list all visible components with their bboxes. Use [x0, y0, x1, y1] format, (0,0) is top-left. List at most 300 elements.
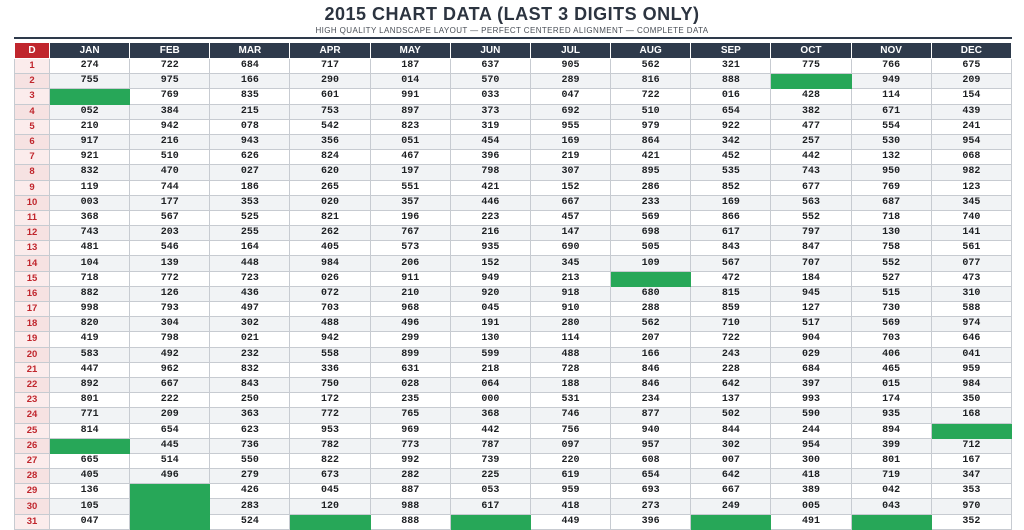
value-cell: 043	[851, 499, 931, 514]
value-cell: 139	[130, 256, 210, 271]
value-cell: 846	[611, 362, 691, 377]
value-cell: 473	[931, 271, 1011, 286]
value-cell: 821	[290, 210, 370, 225]
value-cell: 196	[370, 210, 450, 225]
value-cell: 454	[450, 134, 530, 149]
value-cell: 186	[210, 180, 290, 195]
month-header-apr: APR	[290, 43, 370, 59]
value-cell: 442	[771, 150, 851, 165]
value-cell: 824	[290, 150, 370, 165]
day-number: 8	[15, 165, 50, 180]
value-cell: 626	[210, 150, 290, 165]
value-cell: 563	[771, 195, 851, 210]
value-cell: 974	[931, 317, 1011, 332]
value-cell: 357	[370, 195, 450, 210]
value-cell: 950	[851, 165, 931, 180]
value-cell: 782	[290, 438, 370, 453]
value-cell: 675	[931, 59, 1011, 74]
table-row	[15, 271, 1012, 286]
value-cell: 772	[290, 408, 370, 423]
value-cell: 546	[130, 241, 210, 256]
value-cell: 993	[771, 393, 851, 408]
value-cell: 174	[851, 393, 931, 408]
value-cell: 887	[370, 484, 450, 499]
value-cell: 345	[530, 256, 610, 271]
marked-cell	[50, 438, 130, 453]
value-cell: 654	[130, 423, 210, 438]
value-cell: 352	[931, 514, 1011, 529]
value-cell: 213	[530, 271, 610, 286]
value-cell: 959	[530, 484, 610, 499]
value-cell: 588	[931, 302, 1011, 317]
value-cell: 215	[210, 104, 290, 119]
marked-cell	[691, 514, 771, 529]
value-cell: 723	[210, 271, 290, 286]
value-cell: 356	[290, 134, 370, 149]
value-cell: 177	[130, 195, 210, 210]
value-cell: 968	[370, 302, 450, 317]
value-cell: 219	[530, 150, 610, 165]
value-cell: 233	[611, 195, 691, 210]
value-cell: 642	[691, 469, 771, 484]
value-cell: 120	[290, 499, 370, 514]
day-number: 22	[15, 377, 50, 392]
value-cell: 249	[691, 499, 771, 514]
value-cell: 984	[931, 377, 1011, 392]
table-row	[15, 438, 1012, 453]
table-row	[15, 150, 1012, 165]
value-cell: 730	[851, 302, 931, 317]
value-cell: 910	[530, 302, 610, 317]
value-cell: 765	[370, 408, 450, 423]
value-cell: 569	[611, 210, 691, 225]
value-cell: 439	[931, 104, 1011, 119]
value-cell: 797	[771, 226, 851, 241]
value-cell: 892	[50, 377, 130, 392]
value-cell: 218	[450, 362, 530, 377]
value-cell: 940	[611, 423, 691, 438]
value-cell: 447	[50, 362, 130, 377]
value-cell: 342	[691, 134, 771, 149]
value-cell: 542	[290, 119, 370, 134]
value-cell: 426	[210, 484, 290, 499]
value-cell: 905	[530, 59, 610, 74]
table-row	[15, 317, 1012, 332]
value-cell: 703	[851, 332, 931, 347]
value-cell: 123	[931, 180, 1011, 195]
value-cell: 771	[50, 408, 130, 423]
value-cell: 954	[771, 438, 851, 453]
day-number: 15	[15, 271, 50, 286]
month-header-mar: MAR	[210, 43, 290, 59]
value-cell: 832	[210, 362, 290, 377]
value-cell: 510	[611, 104, 691, 119]
value-cell: 736	[210, 438, 290, 453]
value-cell: 137	[691, 393, 771, 408]
marked-cell	[851, 514, 931, 529]
table-row	[15, 89, 1012, 104]
value-cell: 798	[450, 165, 530, 180]
value-cell: 894	[851, 423, 931, 438]
value-cell: 077	[931, 256, 1011, 271]
value-cell: 279	[210, 469, 290, 484]
value-cell: 722	[130, 59, 210, 74]
value-cell: 282	[370, 469, 450, 484]
value-cell: 654	[691, 104, 771, 119]
value-cell: 300	[771, 453, 851, 468]
value-cell: 467	[370, 150, 450, 165]
table-row	[15, 104, 1012, 119]
value-cell: 350	[931, 393, 1011, 408]
value-cell: 601	[290, 89, 370, 104]
table-row	[15, 226, 1012, 241]
value-cell: 207	[611, 332, 691, 347]
value-cell: 488	[530, 347, 610, 362]
value-cell: 347	[931, 469, 1011, 484]
marked-cell	[50, 89, 130, 104]
value-cell: 132	[851, 150, 931, 165]
marked-cell	[290, 514, 370, 529]
table-row	[15, 423, 1012, 438]
value-cell: 496	[370, 317, 450, 332]
day-number: 25	[15, 423, 50, 438]
table-row	[15, 393, 1012, 408]
day-number: 2	[15, 74, 50, 89]
value-cell: 882	[50, 286, 130, 301]
value-cell: 418	[530, 499, 610, 514]
value-cell: 421	[611, 150, 691, 165]
value-cell: 304	[130, 317, 210, 332]
value-cell: 154	[931, 89, 1011, 104]
value-cell: 888	[370, 514, 450, 529]
value-cell: 517	[771, 317, 851, 332]
value-cell: 998	[50, 302, 130, 317]
value-cell: 558	[290, 347, 370, 362]
value-cell: 368	[50, 210, 130, 225]
value-cell: 210	[50, 119, 130, 134]
table-row	[15, 241, 1012, 256]
day-number: 4	[15, 104, 50, 119]
marked-cell	[130, 514, 210, 529]
value-cell: 843	[210, 377, 290, 392]
value-cell: 654	[611, 469, 691, 484]
value-cell: 197	[370, 165, 450, 180]
value-cell: 722	[611, 89, 691, 104]
value-cell: 068	[931, 150, 1011, 165]
value-cell: 235	[370, 393, 450, 408]
value-cell: 573	[370, 241, 450, 256]
value-cell: 045	[290, 484, 370, 499]
value-cell: 452	[691, 150, 771, 165]
value-cell: 832	[50, 165, 130, 180]
day-number: 1	[15, 59, 50, 74]
table-row	[15, 119, 1012, 134]
value-cell: 962	[130, 362, 210, 377]
value-cell: 321	[691, 59, 771, 74]
day-number: 6	[15, 134, 50, 149]
value-cell: 250	[210, 393, 290, 408]
value-cell: 599	[450, 347, 530, 362]
value-cell: 550	[210, 453, 290, 468]
value-cell: 530	[851, 134, 931, 149]
table-body	[15, 59, 1012, 530]
month-header-may: MAY	[370, 43, 450, 59]
day-number: 20	[15, 347, 50, 362]
value-cell: 846	[611, 377, 691, 392]
value-cell: 608	[611, 453, 691, 468]
value-cell: 684	[771, 362, 851, 377]
table-row	[15, 195, 1012, 210]
value-cell: 801	[851, 453, 931, 468]
value-cell: 722	[691, 332, 771, 347]
value-cell: 014	[370, 74, 450, 89]
value-cell: 051	[370, 134, 450, 149]
day-number: 28	[15, 469, 50, 484]
value-cell: 167	[931, 453, 1011, 468]
value-cell: 481	[50, 241, 130, 256]
value-cell: 184	[771, 271, 851, 286]
value-cell: 767	[370, 226, 450, 241]
table-row	[15, 165, 1012, 180]
value-cell: 590	[771, 408, 851, 423]
value-cell: 750	[290, 377, 370, 392]
value-cell: 756	[530, 423, 610, 438]
value-cell: 003	[50, 195, 130, 210]
value-cell: 710	[691, 317, 771, 332]
table-row	[15, 302, 1012, 317]
table-row	[15, 408, 1012, 423]
value-cell: 026	[290, 271, 370, 286]
value-cell: 033	[450, 89, 530, 104]
value-cell: 617	[691, 226, 771, 241]
value-cell: 307	[530, 165, 610, 180]
value-cell: 787	[450, 438, 530, 453]
day-number: 19	[15, 332, 50, 347]
value-cell: 152	[530, 180, 610, 195]
day-number: 18	[15, 317, 50, 332]
value-cell: 728	[530, 362, 610, 377]
value-cell: 166	[611, 347, 691, 362]
value-cell: 943	[210, 134, 290, 149]
day-number: 31	[15, 514, 50, 529]
value-cell: 970	[931, 499, 1011, 514]
month-header-dec: DEC	[931, 43, 1011, 59]
value-cell: 631	[370, 362, 450, 377]
table-row	[15, 499, 1012, 514]
value-cell: 290	[290, 74, 370, 89]
month-header-jul: JUL	[530, 43, 610, 59]
value-cell: 562	[611, 317, 691, 332]
value-cell: 274	[50, 59, 130, 74]
value-cell: 396	[611, 514, 691, 529]
value-cell: 835	[210, 89, 290, 104]
value-cell: 816	[611, 74, 691, 89]
value-cell: 753	[290, 104, 370, 119]
table-row	[15, 74, 1012, 89]
day-number: 21	[15, 362, 50, 377]
value-cell: 531	[530, 393, 610, 408]
value-cell: 345	[931, 195, 1011, 210]
value-cell: 428	[771, 89, 851, 104]
value-cell: 911	[370, 271, 450, 286]
table-row	[15, 453, 1012, 468]
value-cell: 637	[450, 59, 530, 74]
table-row	[15, 332, 1012, 347]
value-cell: 265	[290, 180, 370, 195]
value-cell: 169	[530, 134, 610, 149]
value-cell: 673	[290, 469, 370, 484]
day-number: 27	[15, 453, 50, 468]
value-cell: 119	[50, 180, 130, 195]
month-header-feb: FEB	[130, 43, 210, 59]
value-cell: 105	[50, 499, 130, 514]
value-cell: 472	[691, 271, 771, 286]
value-cell: 690	[530, 241, 610, 256]
value-cell: 719	[851, 469, 931, 484]
day-number: 13	[15, 241, 50, 256]
value-cell: 072	[290, 286, 370, 301]
month-header-aug: AUG	[611, 43, 691, 59]
value-cell: 041	[931, 347, 1011, 362]
value-cell: 243	[691, 347, 771, 362]
value-cell: 126	[130, 286, 210, 301]
table-row	[15, 59, 1012, 74]
value-cell: 954	[931, 134, 1011, 149]
value-cell: 975	[130, 74, 210, 89]
value-cell: 982	[931, 165, 1011, 180]
value-cell: 866	[691, 210, 771, 225]
value-cell: 406	[851, 347, 931, 362]
value-cell: 801	[50, 393, 130, 408]
marked-cell	[130, 499, 210, 514]
day-number: 12	[15, 226, 50, 241]
value-cell: 078	[210, 119, 290, 134]
value-cell: 551	[370, 180, 450, 195]
value-cell: 187	[370, 59, 450, 74]
value-cell: 220	[530, 453, 610, 468]
value-cell: 646	[931, 332, 1011, 347]
value-cell: 552	[851, 256, 931, 271]
value-cell: 047	[530, 89, 610, 104]
value-cell: 562	[611, 59, 691, 74]
value-cell: 016	[691, 89, 771, 104]
value-cell: 047	[50, 514, 130, 529]
value-cell: 283	[210, 499, 290, 514]
value-cell: 984	[290, 256, 370, 271]
day-number: 3	[15, 89, 50, 104]
value-cell: 793	[130, 302, 210, 317]
value-cell: 514	[130, 453, 210, 468]
value-cell: 496	[130, 469, 210, 484]
table-row	[15, 286, 1012, 301]
day-number: 30	[15, 499, 50, 514]
value-cell: 477	[771, 119, 851, 134]
table-row	[15, 484, 1012, 499]
value-cell: 442	[450, 423, 530, 438]
value-cell: 244	[771, 423, 851, 438]
value-cell: 949	[851, 74, 931, 89]
value-cell: 918	[530, 286, 610, 301]
value-cell: 310	[931, 286, 1011, 301]
value-cell: 667	[130, 377, 210, 392]
value-cell: 847	[771, 241, 851, 256]
day-column-header: D	[15, 43, 50, 59]
value-cell: 703	[290, 302, 370, 317]
value-cell: 241	[931, 119, 1011, 134]
value-cell: 775	[771, 59, 851, 74]
value-cell: 257	[771, 134, 851, 149]
value-cell: 216	[130, 134, 210, 149]
value-cell: 353	[931, 484, 1011, 499]
value-cell: 302	[691, 438, 771, 453]
value-cell: 717	[290, 59, 370, 74]
month-header-oct: OCT	[771, 43, 851, 59]
table-row	[15, 256, 1012, 271]
value-cell: 020	[290, 195, 370, 210]
page-subtitle: HIGH QUALITY LANDSCAPE LAYOUT — PERFECT CENTERED ALIGNMENT — COMPLETE DATA	[315, 26, 709, 35]
value-cell: 114	[530, 332, 610, 347]
value-cell: 491	[771, 514, 851, 529]
value-cell: 028	[370, 377, 450, 392]
value-cell: 744	[130, 180, 210, 195]
value-cell: 449	[530, 514, 610, 529]
value-cell: 680	[611, 286, 691, 301]
value-cell: 955	[530, 119, 610, 134]
value-cell: 005	[771, 499, 851, 514]
value-cell: 953	[290, 423, 370, 438]
value-cell: 687	[851, 195, 931, 210]
value-cell: 104	[50, 256, 130, 271]
value-cell: 843	[691, 241, 771, 256]
value-cell: 210	[370, 286, 450, 301]
marked-cell	[931, 423, 1011, 438]
table-row	[15, 469, 1012, 484]
value-cell: 188	[530, 377, 610, 392]
value-cell: 336	[290, 362, 370, 377]
value-cell: 389	[771, 484, 851, 499]
value-cell: 470	[130, 165, 210, 180]
value-cell: 895	[611, 165, 691, 180]
value-cell: 667	[530, 195, 610, 210]
value-cell: 897	[370, 104, 450, 119]
value-cell: 064	[450, 377, 530, 392]
day-number: 17	[15, 302, 50, 317]
value-cell: 353	[210, 195, 290, 210]
value-cell: 740	[931, 210, 1011, 225]
value-cell: 769	[851, 180, 931, 195]
day-number: 5	[15, 119, 50, 134]
value-cell: 766	[851, 59, 931, 74]
value-cell: 273	[611, 499, 691, 514]
value-cell: 397	[771, 377, 851, 392]
value-cell: 822	[290, 453, 370, 468]
value-cell: 935	[851, 408, 931, 423]
value-cell: 991	[370, 89, 450, 104]
value-cell: 027	[210, 165, 290, 180]
table-row	[15, 210, 1012, 225]
value-cell: 445	[130, 438, 210, 453]
value-cell: 222	[130, 393, 210, 408]
value-cell: 743	[50, 226, 130, 241]
value-cell: 232	[210, 347, 290, 362]
value-cell: 820	[50, 317, 130, 332]
value-cell: 718	[50, 271, 130, 286]
value-cell: 942	[290, 332, 370, 347]
value-cell: 373	[450, 104, 530, 119]
value-cell: 859	[691, 302, 771, 317]
value-cell: 524	[210, 514, 290, 529]
value-cell: 505	[611, 241, 691, 256]
